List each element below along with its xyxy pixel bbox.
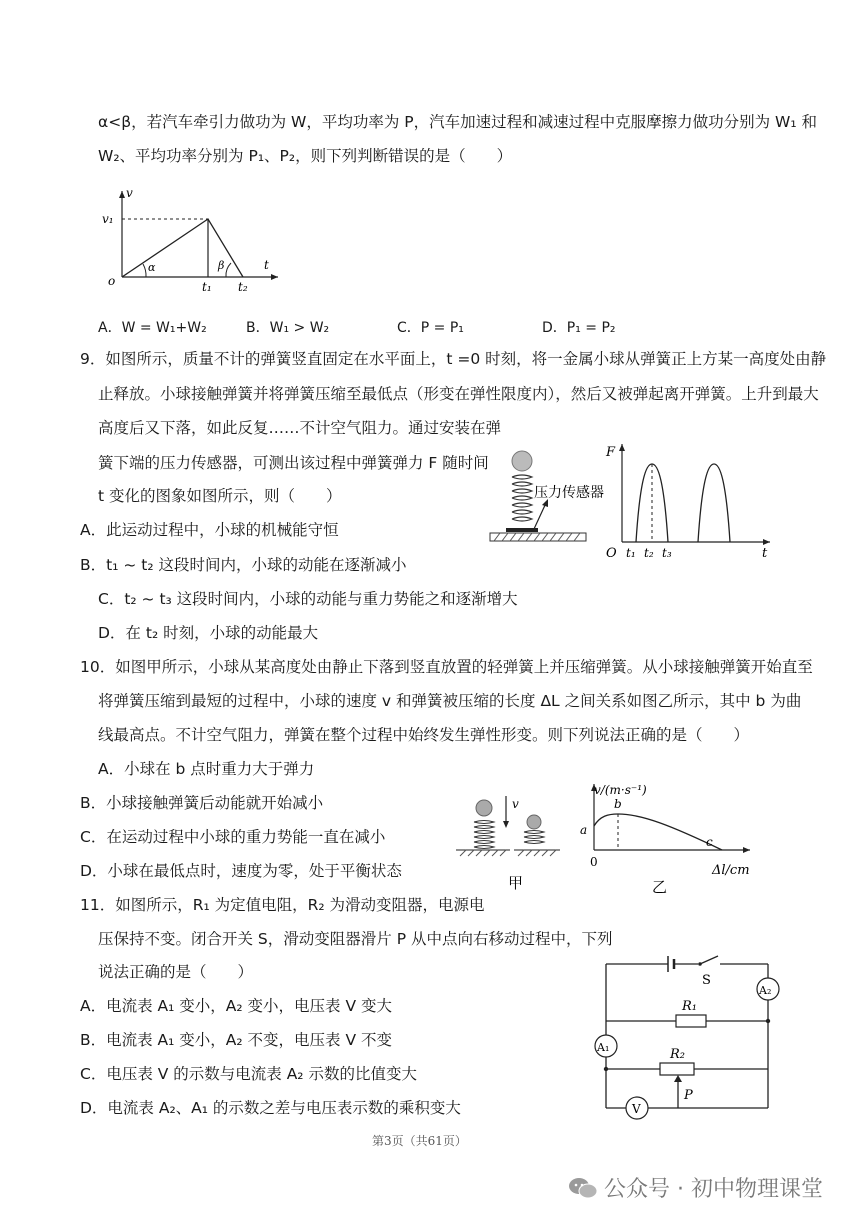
q9-stem-line-4: 簧下端的压力传感器，可测出该过程中弹簧弹力 F 随时间 xyxy=(98,454,489,472)
jia-caption: 甲 xyxy=(508,874,524,892)
ammeter-a2-label: A₂ xyxy=(759,984,772,997)
switch-label: S xyxy=(702,973,711,988)
point-c-label: c xyxy=(706,835,713,849)
q11-option-a: A．电流表 A₁ 变小，A₂ 变小，电压表 V 变大 xyxy=(80,997,392,1015)
v1-label: v₁ xyxy=(102,212,114,226)
circuit-diagram xyxy=(590,948,786,1128)
spring-sensor-figure xyxy=(486,445,616,550)
q9-stem-line-3: 高度后又下落，如此反复……不计空气阻力。通过安装在弹 xyxy=(98,419,502,437)
q8-option-b: B．W₁ > W₂ xyxy=(246,320,330,336)
r2-label: R₂ xyxy=(670,1047,685,1062)
ammeter-a1-label: A₁ xyxy=(597,1041,610,1054)
q8-option-d: D．P₁ = P₂ xyxy=(542,320,616,336)
sensor-label: 压力传感器 xyxy=(534,485,604,501)
q10-option-a: A．小球在 b 点时重力大于弹力 xyxy=(98,760,315,778)
y-axis-label: v/(m·s⁻¹) xyxy=(594,783,647,797)
q9-stem-line-1: 9．如图所示，质量不计的弹簧竖直固定在水平面上，t =0 时刻，将一金属小球从弹簧正上方某一高度处由静 xyxy=(80,350,827,368)
t1-label: t₁ xyxy=(202,280,212,294)
q8-stem-line-2: W₂、平均功率分别为 P₁、P₂，则下列判断错误的是（ ） xyxy=(98,147,513,165)
t3-label: t₃ xyxy=(662,546,672,560)
r1-label: R₁ xyxy=(682,999,697,1014)
q9-option-a: A．此运动过程中，小球的机械能守恒 xyxy=(80,521,339,539)
t-axis-label: t xyxy=(264,258,269,272)
velocity-compression-graph-yi xyxy=(572,780,767,905)
f-axis-label: F xyxy=(606,445,616,460)
point-b-label: b xyxy=(614,797,622,811)
q9-stem-line-5: t 变化的图象如图所示，则（ ） xyxy=(98,487,342,505)
t2-label: t₂ xyxy=(644,546,654,560)
q8-option-c: C．P = P₁ xyxy=(397,320,464,336)
q10-stem-line-3: 线最高点。不计空气阻力，弹簧在整个过程中始终发生弹性形变。则下列说法正确的是（ ） xyxy=(98,726,750,744)
v-label: v xyxy=(512,797,519,811)
force-time-graph xyxy=(598,440,778,565)
q11-option-b: B．电流表 A₁ 变小，A₂ 不变，电压表 V 不变 xyxy=(80,1031,393,1049)
q10-stem-line-2: 将弹簧压缩到最短的过程中，小球的速度 v 和弹簧被压缩的长度 ΔL 之间关系如图乙所示，其中 b 为曲 xyxy=(98,692,802,710)
q10-stem-line-1: 10．如图甲所示，小球从某高度处由静止下落到竖直放置的轻弹簧上并压缩弹簧。从小球接触弹簧开始直至 xyxy=(80,658,813,676)
yi-caption: 乙 xyxy=(652,878,668,896)
q9-option-b: B．t₁ ~ t₂ 这段时间内，小球的动能在逐渐减小 xyxy=(80,556,407,574)
q10-option-d: D．小球在最低点时，速度为零，处于平衡状态 xyxy=(80,862,402,880)
watermark xyxy=(568,1172,823,1203)
q11-option-d: D．电流表 A₂、A₁ 的示数之差与电压表示数的乘积变大 xyxy=(80,1099,461,1117)
q9-option-c: C．t₂ ~ t₃ 这段时间内，小球的动能与重力势能之和逐渐增大 xyxy=(98,590,518,608)
q9-stem-line-2: 止释放。小球接触弹簧并将弹簧压缩至最低点（形变在弹性限度内），然后又被弹起离开弹簧。上升到最大 xyxy=(98,385,819,403)
q11-stem-line-1: 11．如图所示，R₁ 为定值电阻，R₂ 为滑动变阻器，电源电 xyxy=(80,896,485,914)
q8-option-a: A．W = W₁+W₂ xyxy=(98,320,207,336)
q11-stem-line-2: 压保持不变。闭合开关 S，滑动变阻器滑片 P 从中点向右移动过程中，下列 xyxy=(98,930,613,948)
q11-option-c: C．电压表 V 的示数与电流表 A₂ 示数的比值变大 xyxy=(80,1065,417,1083)
origin-label: 0 xyxy=(590,855,598,869)
watermark-text: 公众号 · 初中物理课堂 xyxy=(604,1177,823,1202)
alpha-label: α xyxy=(148,261,156,274)
t2-label: t₂ xyxy=(238,280,248,294)
q8-stem-line-1: α<β，若汽车牵引力做功为 W，平均功率为 P，汽车加速过程和减速过程中克服摩擦力做功分别为 W₁ 和 xyxy=(98,113,818,131)
velocity-time-graph xyxy=(98,185,288,295)
wechat-icon xyxy=(568,1177,598,1199)
v-axis-label: v xyxy=(126,186,133,200)
q11-stem-line-3: 说法正确的是（ ） xyxy=(98,963,254,981)
q9-option-d: D．在 t₂ 时刻，小球的动能最大 xyxy=(98,624,319,642)
ball-spring-figure-jia xyxy=(448,790,568,895)
x-axis-label: Δl/cm xyxy=(712,863,750,878)
page-footer: 第3页（共61页） xyxy=(372,1134,467,1148)
q10-option-c: C．在运动过程中小球的重力势能一直在减小 xyxy=(80,828,386,846)
beta-label: β xyxy=(218,259,225,272)
origin-label: O xyxy=(606,546,617,561)
origin-label: o xyxy=(108,274,116,288)
point-a-label: a xyxy=(580,823,588,837)
voltmeter-label: V xyxy=(632,1102,641,1116)
slider-p-label: P xyxy=(684,1088,693,1103)
t1-label: t₁ xyxy=(626,546,636,560)
t-axis-label: t xyxy=(762,546,768,561)
q10-option-b: B．小球接触弹簧后动能就开始减小 xyxy=(80,794,324,812)
